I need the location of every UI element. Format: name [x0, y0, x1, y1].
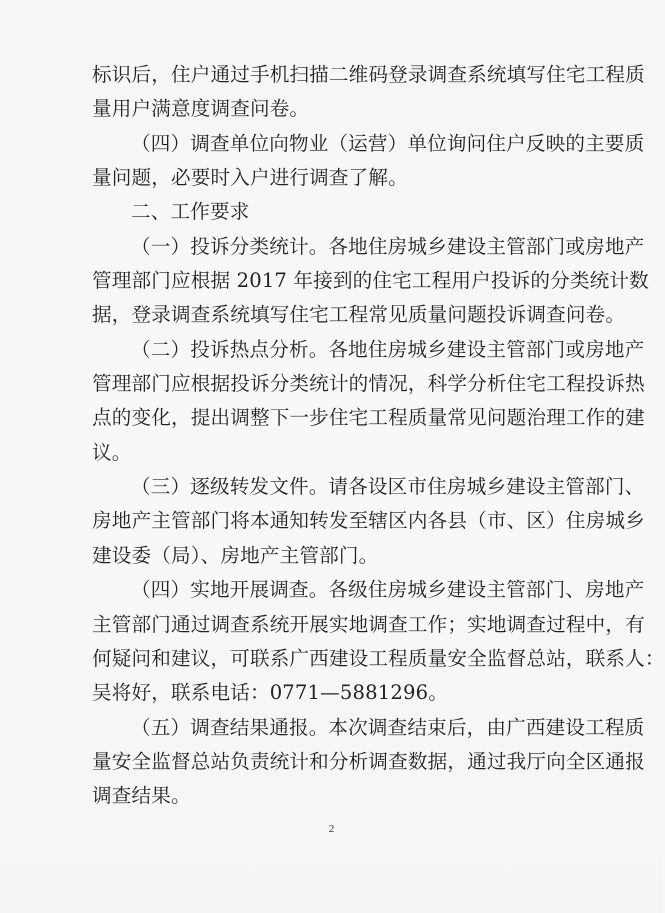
- text-line: 点的变化，提出调整下一步住宅工程质量常见问题治理工作的建: [92, 406, 645, 430]
- text-line: 吴将好，联系电话：0771—5881296。: [92, 681, 448, 705]
- text-line: 调查结果。: [92, 784, 191, 808]
- text-line: （四）调查单位向物业（运营）单位询问住户反映的主要质: [131, 131, 645, 155]
- text-line: 房地产主管部门将本通知转发至辖区内各县（市、区）住房城乡: [92, 509, 645, 533]
- text-line: （五）调查结果通报。本次调查结束后，由广西建设工程质: [131, 715, 645, 739]
- text-line: 议。: [92, 440, 132, 464]
- text-line: 建设委（局）、房地产主管部门。: [92, 543, 379, 567]
- text-line: （四）实地开展调查。各级住房城乡建设主管部门、房地产: [131, 578, 645, 602]
- text-line: 量安全监督总站负责统计和分析调查数据，通过我厅向全区通报: [92, 749, 645, 773]
- body-text: [92, 58, 665, 814]
- text-line: 标识后，住户通过手机扫描二维码登录调查系统填写住宅工程质: [92, 63, 645, 86]
- text-line: 何疑问和建议，可联系广西建设工程质量安全监督总站，联系人：: [92, 646, 665, 670]
- text-line: 管理部门应根据 2017 年接到的住宅工程用户投诉的分类统计数: [92, 269, 649, 293]
- text-line: （三）逐级转发文件。请各设区市住房城乡建设主管部门、: [131, 475, 645, 499]
- section-heading: 二、工作要求: [131, 200, 250, 224]
- text-line: 量用户满意度调查问卷。: [92, 97, 310, 121]
- text-line: （二）投诉热点分析。各地住房城乡建设主管部门或房地产: [131, 337, 645, 361]
- page-number: 2: [328, 823, 335, 835]
- text-line: 主管部门通过调查系统开展实地调查工作；实地调查过程中，有: [92, 612, 645, 636]
- text-line: 量问题，必要时入户进行调查了解。: [92, 166, 408, 190]
- text-line: 管理部门应根据投诉分类统计的情况，科学分析住宅工程投诉热: [92, 372, 645, 396]
- text-line: （一）投诉分类统计。各地住房城乡建设主管部门或房地产: [131, 234, 645, 258]
- text-line: 据，登录调查系统填写住宅工程常见质量问题投诉调查问卷。: [92, 303, 626, 327]
